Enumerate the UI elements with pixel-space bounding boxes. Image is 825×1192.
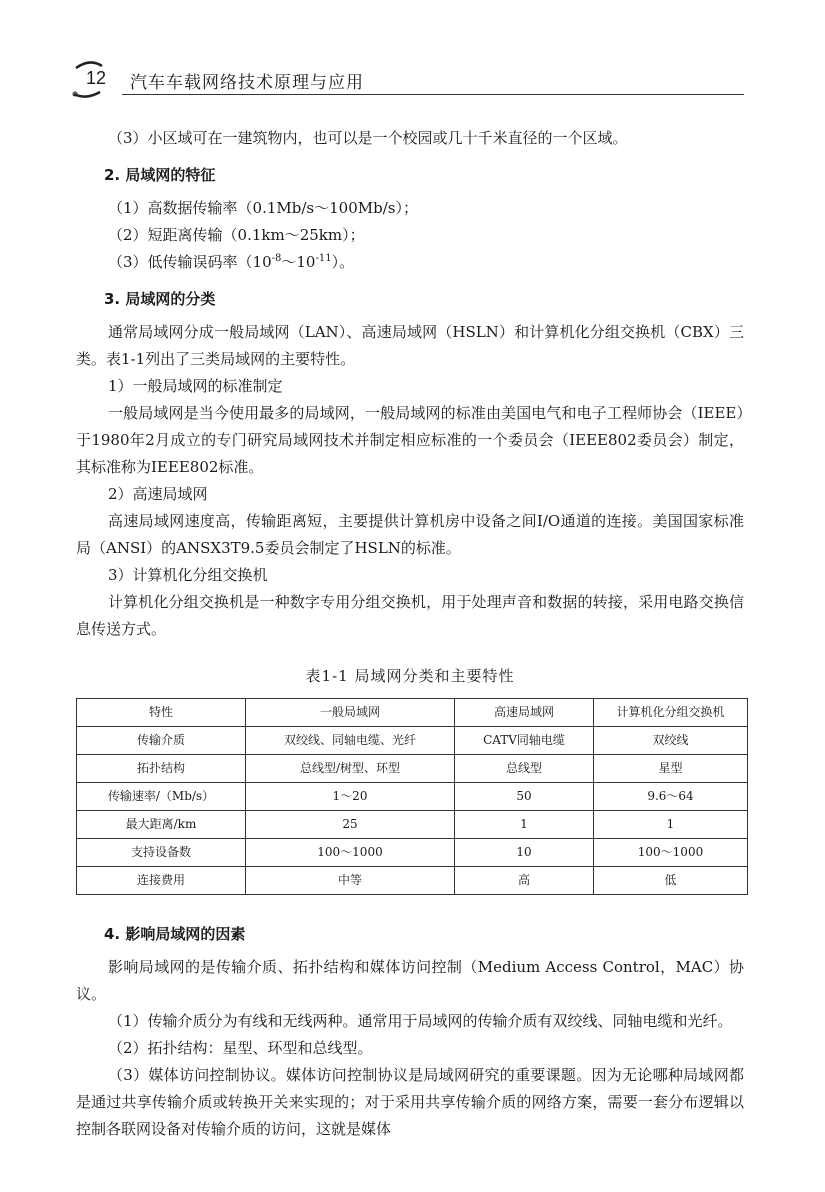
list-item: （2）短距离传输（0.1km～25km）； <box>108 226 365 244</box>
table-cell: 1～20 <box>246 783 455 811</box>
table-row <box>77 811 748 839</box>
section-heading-2: 2. 局域网的特征 <box>104 166 216 184</box>
table-cell: 最大距离/km <box>77 811 246 839</box>
table-row <box>77 727 748 755</box>
paragraph: 一般局域网是当今使用最多的局域网，一般局域网的标准由美国电气和电子工程师协会（IEEE）于1980年2月成立的专门研究局域网技术并制定相应标准的一个委员会（IEEE802委员会）制定，其标准称为IEEE802标准。 <box>76 404 744 476</box>
table-caption: 表1-1 局域网分类和主要特性 <box>305 667 515 685</box>
header-rule <box>122 94 744 95</box>
subsection-title: 2）高速局域网 <box>108 485 208 503</box>
section-heading-3: 3. 局域网的分类 <box>104 290 216 308</box>
table-cell: 低 <box>594 867 748 895</box>
table-cell: 总线型 <box>455 755 594 783</box>
text-segment: ～10 <box>281 253 316 271</box>
paragraph: 通常局域网分成一般局域网（LAN）、高速局域网（HSLN）和计算机化分组交换机（CBX）三类。表1-1列出了三类局域网的主要特性。 <box>76 323 744 368</box>
table-row <box>77 839 748 867</box>
table-cell: 支持设备数 <box>77 839 246 867</box>
table-cell: 50 <box>455 783 594 811</box>
table-cell: 星型 <box>594 755 748 783</box>
table-cell: 双绞线 <box>594 727 748 755</box>
table-cell: 高 <box>455 867 594 895</box>
list-item-with-exponent <box>76 249 744 276</box>
table-header-cell: 计算机化分组交换机 <box>594 699 748 727</box>
table-cell: 总线型/树型、环型 <box>246 755 455 783</box>
table-header-cell: 特性 <box>77 699 246 727</box>
page-header <box>72 60 744 100</box>
paragraph: 影响局域网的是传输介质、拓扑结构和媒体访问控制（Medium Access Control，MAC）协议。 <box>76 958 744 1003</box>
table-cell: 25 <box>246 811 455 839</box>
running-title: 汽车车载网络技术原理与应用 <box>130 73 364 93</box>
paragraph-sec2-intro: （3）小区域可在一建筑物内，也可以是一个校园或几十千米直径的一个区域。 <box>108 129 628 147</box>
table-row <box>77 755 748 783</box>
paragraph: （2）拓扑结构：星型、环型和总线型。 <box>108 1039 373 1057</box>
table-cell: 100～1000 <box>594 839 748 867</box>
section-heading-4: 4. 影响局域网的因素 <box>104 925 246 943</box>
table-cell: 双绞线、同轴电缆、光纤 <box>246 727 455 755</box>
table-cell: 中等 <box>246 867 455 895</box>
table-header-cell: 高速局域网 <box>455 699 594 727</box>
table-header-row <box>77 699 748 727</box>
table-cell: 传输介质 <box>77 727 246 755</box>
text-segment: ）。 <box>331 253 355 271</box>
table-header-cell: 一般局域网 <box>246 699 455 727</box>
table-cell: 传输速率/（Mb/s） <box>77 783 246 811</box>
table-cell: 连接费用 <box>77 867 246 895</box>
text-segment: （3）低传输误码率（10 <box>108 253 272 271</box>
paragraph: （1）传输介质分为有线和无线两种。通常用于局域网的传输介质有双绞线、同轴电缆和光纤。 <box>108 1012 733 1030</box>
paragraph: 高速局域网速度高，传输距离短，主要提供计算机房中设备之间I/O通道的连接。美国国家标准局（ANSI）的ANSX3T9.5委员会制定了HSLN的标准。 <box>76 512 744 557</box>
list-item: （1）高数据传输率（0.1Mb/s～100Mb/s）； <box>108 199 418 217</box>
table-cell: CATV同轴电缆 <box>455 727 594 755</box>
exponent: -8 <box>271 253 282 264</box>
main-content <box>76 125 744 1143</box>
exponent: -11 <box>315 253 332 264</box>
paragraph: （3）媒体访问控制协议。媒体访问控制协议是局域网研究的重要课题。因为无论哪种局域网都是通过共享传输介质或转换开关来实现的；对于采用共享传输介质的网络方案，需要一套分布逻辑以控制各联网设备对传输介质的访问，这就是媒体 <box>76 1066 744 1138</box>
subsection-title: 1）一般局域网的标准制定 <box>108 377 283 395</box>
page-number: 12 <box>86 68 107 88</box>
table-row <box>77 867 748 895</box>
table-cell: 10 <box>455 839 594 867</box>
lan-classification-table <box>76 698 748 895</box>
table-cell: 1 <box>594 811 748 839</box>
subsection-title: 3）计算机化分组交换机 <box>108 566 268 584</box>
table-cell: 9.6～64 <box>594 783 748 811</box>
table-cell: 100～1000 <box>246 839 455 867</box>
table-row <box>77 783 748 811</box>
table-cell: 1 <box>455 811 594 839</box>
paragraph: 计算机化分组交换机是一种数字专用分组交换机，用于处理声音和数据的转接，采用电路交换信息传送方式。 <box>76 593 744 638</box>
table-cell: 拓扑结构 <box>77 755 246 783</box>
